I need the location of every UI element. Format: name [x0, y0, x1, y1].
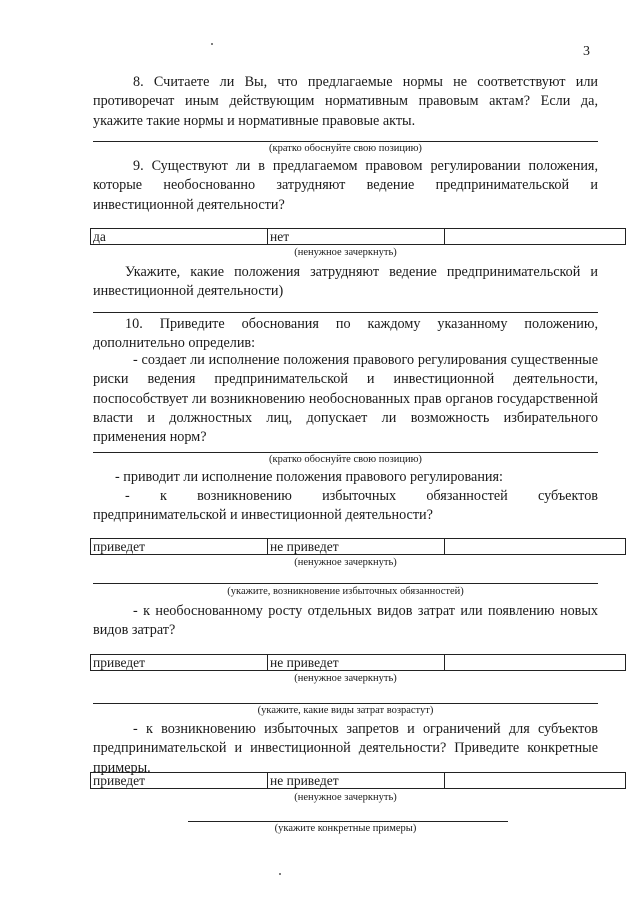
answer-line [188, 821, 508, 822]
bans-options [90, 772, 626, 789]
question-9-text: 9. Существуют ли в предлагаемом правовом регулировании положения, которые необоснованно затрудняют ведение предпринимательской и инвестиционной деятельности? [93, 158, 598, 213]
option-empty [445, 229, 626, 245]
question-9-follow-up: Укажите, какие положения затрудняют ведение предпринимательской и инвестиционной деятельности) [93, 264, 598, 300]
scan-speck [211, 43, 213, 45]
option-yes[interactable]: да [91, 229, 268, 245]
question-9-options [90, 228, 626, 245]
question-10-text: 10. Приведите обоснования по каждому указанному положению, дополнительно определив: [93, 316, 598, 352]
option-empty [445, 773, 626, 789]
question-10-bans: - к возникновению избыточных запретов и ограничений для субъектов предпринимательской и инвестиционной деятельности? Приведите конкретные примеры. [93, 721, 598, 776]
question-9-note: (ненужное зачеркнуть) [294, 247, 397, 258]
scan-speck [279, 873, 281, 875]
answer-line [93, 452, 598, 453]
option-leads[interactable]: приведет [91, 773, 268, 789]
bans-note: (ненужное зачеркнуть) [294, 792, 397, 803]
duties-note: (ненужное зачеркнуть) [294, 557, 397, 568]
duties-options [90, 538, 626, 555]
option-no[interactable]: нет [268, 229, 445, 245]
answer-line [93, 703, 598, 704]
costs-note: (ненужное зачеркнуть) [294, 673, 397, 684]
costs-options [90, 654, 626, 671]
question-8-note: (кратко обоснуйте свою позицию) [269, 143, 422, 154]
question-10-risk-note: (кратко обоснуйте свою позицию) [269, 454, 422, 465]
question-10-costs: - к необоснованному росту отдельных видов затрат или появлению новых видов затрат? [93, 603, 598, 639]
option-empty [445, 539, 626, 555]
question-8-text: 8. Считаете ли Вы, что предлагаемые нормы не соответствуют или противоречат иным действующим нормативным правовым актам? Если да, укажите такие нормы и нормативные правовые акты. [93, 74, 598, 129]
duties-detail-note: (укажите, возникновение избыточных обязанностей) [227, 586, 464, 597]
question-10-leads-intro: - приводит ли исполнение положения правового регулирования: [115, 469, 503, 485]
option-leads[interactable]: приведет [91, 655, 268, 671]
option-not-leads[interactable]: не приведет [268, 773, 445, 789]
question-10-duties: - к возникновению избыточных обязанностей субъектов предпринимательской и инвестиционной деятельности? [93, 488, 598, 524]
answer-line [93, 312, 598, 313]
option-empty [445, 655, 626, 671]
option-not-leads[interactable]: не приведет [268, 655, 445, 671]
option-not-leads[interactable]: не приведет [268, 539, 445, 555]
question-10-risk: - создает ли исполнение положения правового регулирования существенные риски ведения предпринимательской и инвестиционной деятельности, поспособствует ли возникновению необоснованных прав органов государственной власти и должностных лиц, допускает ли возможность избирательного применения норм? [93, 352, 598, 446]
costs-detail-note: (укажите, какие виды затрат возрастут) [257, 705, 434, 716]
answer-line [93, 583, 598, 584]
option-leads[interactable]: приведет [91, 539, 268, 555]
bans-detail-note: (укажите конкретные примеры) [274, 823, 417, 834]
page-number: 3 [583, 44, 590, 59]
answer-line [93, 141, 598, 142]
